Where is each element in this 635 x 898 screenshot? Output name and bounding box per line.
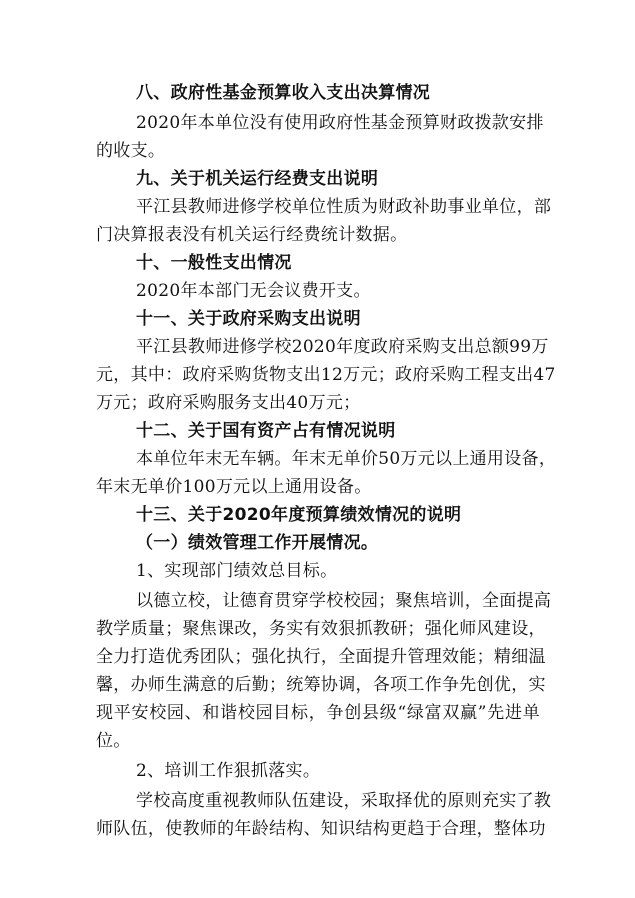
section-8-paragraph-line: 2020年本单位没有使用政府性基金预算财政拨款安排 (136, 113, 544, 133)
section-12-paragraph-line: 本单位年末无车辆。年末无单价50万元以上通用设备， (136, 449, 557, 469)
section-13-paragraph-line: 全力打造优秀团队；强化执行，全面提升管理效能；精细温 (96, 647, 546, 667)
section-9-paragraph-line: 门决算报表没有机关运行经费统计数据。 (96, 225, 408, 245)
section-8-heading: 八、政府性基金预算收入支出决算情况 (136, 83, 431, 103)
section-13-item-heading: 2、培训工作狠抓落实。 (136, 761, 321, 781)
section-12-heading: 十二、关于国有资产占有情况说明 (136, 421, 396, 441)
section-13-paragraph-line: 学校高度重视教师队伍建设，采取择优的原则充实了教 (136, 791, 552, 811)
section-13-subheading: （一）绩效管理工作开展情况。 (136, 533, 379, 553)
section-13-paragraph-line: 教学质量；聚焦课改，务实有效狠抓教研；强化师风建设， (96, 619, 546, 639)
section-11-paragraph-line: 元，其中：政府采购货物支出12万元；政府采购工程支出47 (96, 365, 556, 385)
section-13-paragraph-line: 馨，办师生满意的后勤；统筹协调，各项工作争先创优，实 (96, 675, 546, 695)
section-13-paragraph-line: 师队伍，使教师的年龄结构、知识结构更趋于合理，整体功 (96, 819, 546, 839)
section-10-paragraph-line: 2020年本部门无会议费开支。 (136, 281, 371, 301)
section-8-paragraph-line: 的收支。 (96, 141, 166, 161)
section-13-item-heading: 1、实现部门绩效总目标。 (136, 561, 338, 581)
section-10-heading: 十、一般性支出情况 (136, 253, 292, 273)
section-11-paragraph-line: 万元；政府采购服务支出40万元； (96, 393, 361, 413)
section-9-paragraph-line: 平江县教师进修学校单位性质为财政补助事业单位，部 (136, 197, 552, 217)
section-11-heading: 十一、关于政府采购支出说明 (136, 309, 361, 329)
section-13-heading: 十三、关于2020年度预算绩效情况的说明 (136, 505, 462, 525)
section-11-paragraph-line: 平江县教师进修学校2020年度政府采购支出总额99万 (136, 337, 549, 357)
section-9-heading: 九、关于机关运行经费支出说明 (136, 169, 379, 189)
section-12-paragraph-line: 年末无单价100万元以上通用设备。 (96, 477, 372, 497)
section-13-paragraph-line: 位。 (96, 731, 131, 751)
section-13-paragraph-line: 以德立校，让德育贯穿学校校园；聚焦培训，全面提高 (136, 591, 552, 611)
section-13-paragraph-line: 现平安校园、和谐校园目标，争创县级“绿富双赢”先进单 (96, 703, 540, 723)
